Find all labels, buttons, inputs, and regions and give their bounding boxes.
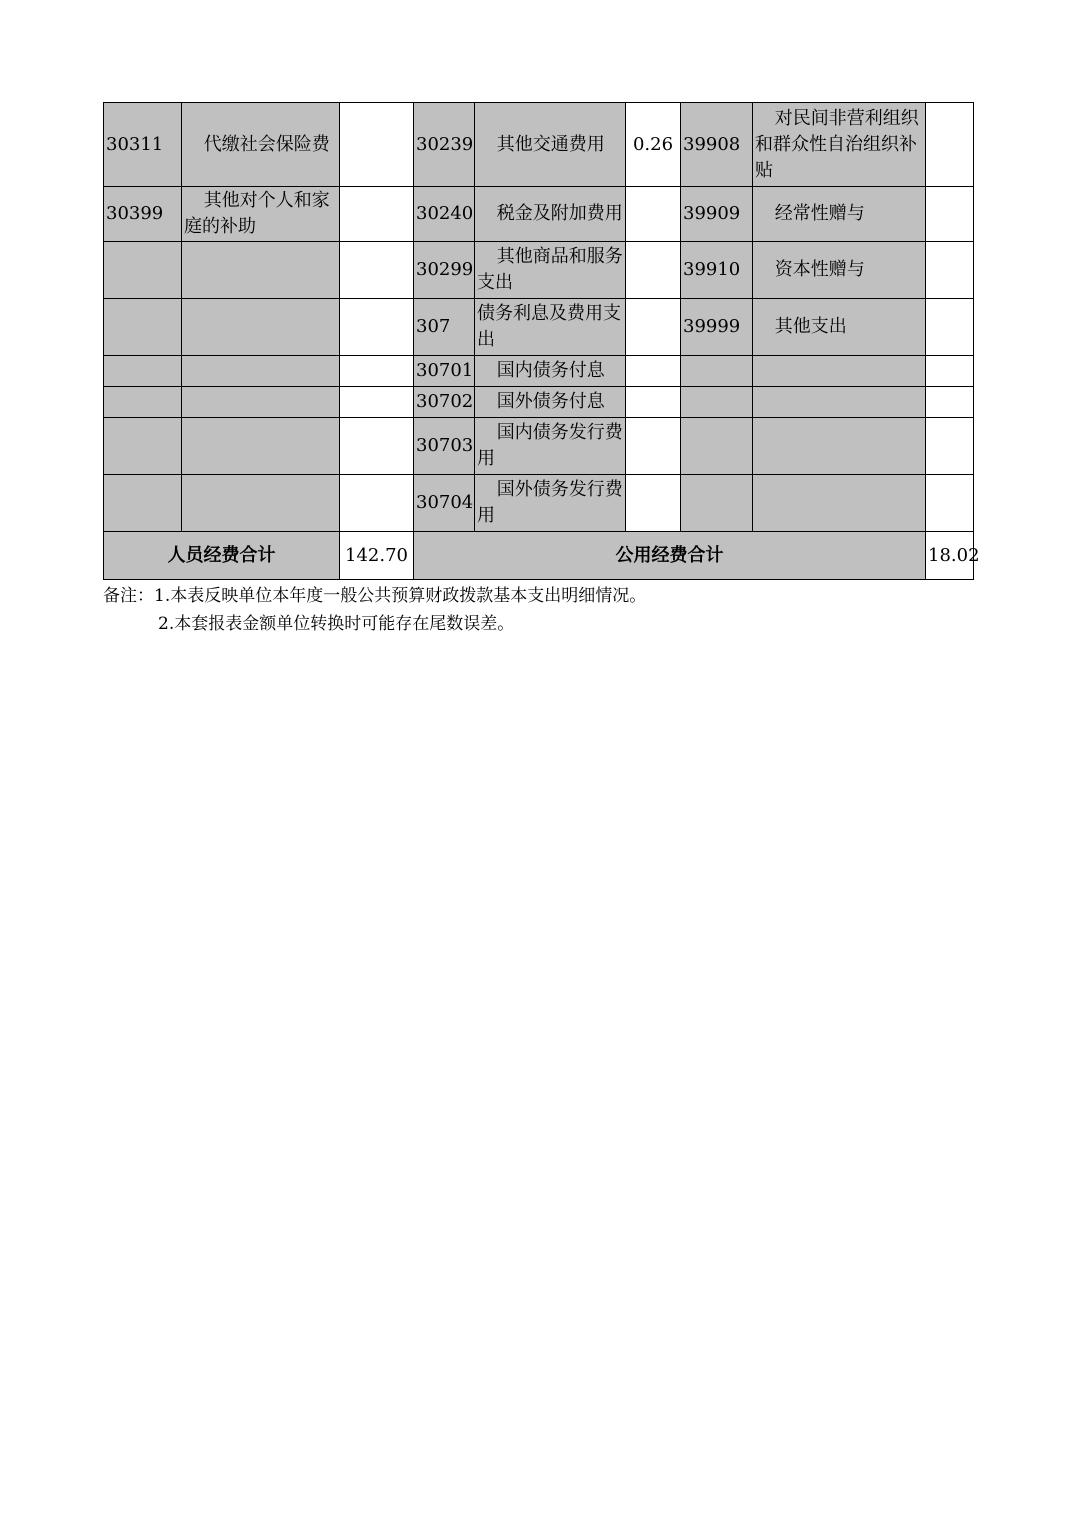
code-cell: 39999 (681, 299, 753, 356)
personnel-total-label: 人员经费合计 (104, 532, 340, 580)
code-cell (681, 356, 753, 387)
item-name-cell (182, 242, 340, 299)
amount-cell (926, 475, 974, 532)
item-name-cell: 对民间非营利组织和群众性自治组织补贴 (753, 103, 926, 187)
item-name-cell: 国内债务发行费用 (475, 418, 626, 475)
item-name-cell: 其他商品和服务支出 (475, 242, 626, 299)
code-cell: 39909 (681, 187, 753, 242)
table-row (104, 103, 974, 187)
amount-cell (926, 356, 974, 387)
amount-cell (626, 356, 681, 387)
amount-cell (926, 418, 974, 475)
item-name-cell (182, 387, 340, 418)
item-name-cell: 国外债务付息 (475, 387, 626, 418)
budget-table-container (103, 102, 980, 580)
amount-cell (926, 242, 974, 299)
item-name-cell (182, 475, 340, 532)
item-name-cell: 资本性赠与 (753, 242, 926, 299)
item-name-cell (182, 299, 340, 356)
amount-cell (626, 187, 681, 242)
amount-cell (626, 242, 681, 299)
table-row (104, 387, 974, 418)
item-name-cell: 国外债务发行费用 (475, 475, 626, 532)
amount-cell (340, 356, 414, 387)
table-row (104, 418, 974, 475)
code-cell (104, 242, 182, 299)
code-cell: 30240 (414, 187, 475, 242)
table-notes (103, 582, 646, 638)
amount-cell: 0.26 (626, 103, 681, 187)
item-name-cell (753, 418, 926, 475)
personnel-total-value: 142.70 (340, 532, 414, 580)
table-row (104, 475, 974, 532)
public-total-label: 公用经费合计 (414, 532, 926, 580)
amount-cell (626, 475, 681, 532)
public-total-value: 18.02 (926, 532, 974, 580)
totals-row (104, 532, 974, 580)
amount-cell (926, 299, 974, 356)
item-name-cell: 债务利息及费用支出 (475, 299, 626, 356)
budget-detail-table (103, 102, 980, 580)
item-name-cell: 其他支出 (753, 299, 926, 356)
table-row (104, 187, 974, 242)
amount-cell (340, 187, 414, 242)
code-cell: 39908 (681, 103, 753, 187)
amount-cell (926, 187, 974, 242)
code-cell: 39910 (681, 242, 753, 299)
amount-cell (926, 103, 974, 187)
code-cell: 307 (414, 299, 475, 356)
code-cell (104, 475, 182, 532)
note-line-2: 2.本套报表金额单位转换时可能存在尾数误差。 (158, 614, 515, 634)
code-cell (104, 387, 182, 418)
amount-cell (626, 387, 681, 418)
table-row (104, 356, 974, 387)
code-cell (681, 387, 753, 418)
amount-cell (340, 418, 414, 475)
code-cell: 30702 (414, 387, 475, 418)
amount-cell (340, 242, 414, 299)
amount-cell (340, 387, 414, 418)
code-cell (681, 475, 753, 532)
code-cell (104, 356, 182, 387)
item-name-cell: 经常性赠与 (753, 187, 926, 242)
item-name-cell (182, 356, 340, 387)
code-cell: 30701 (414, 356, 475, 387)
amount-cell (340, 103, 414, 187)
code-cell (681, 418, 753, 475)
item-name-cell: 其他交通费用 (475, 103, 626, 187)
code-cell: 30239 (414, 103, 475, 187)
note-line-1: 备注：1.本表反映单位本年度一般公共预算财政拨款基本支出明细情况。 (103, 586, 647, 606)
item-name-cell (753, 356, 926, 387)
amount-cell (926, 387, 974, 418)
item-name-cell (753, 475, 926, 532)
item-name-cell: 税金及附加费用 (475, 187, 626, 242)
amount-cell (626, 299, 681, 356)
code-cell: 30704 (414, 475, 475, 532)
code-cell (104, 299, 182, 356)
table-row (104, 299, 974, 356)
amount-cell (626, 418, 681, 475)
table-row (104, 242, 974, 299)
code-cell: 30703 (414, 418, 475, 475)
code-cell: 30299 (414, 242, 475, 299)
amount-cell (340, 475, 414, 532)
code-cell (104, 418, 182, 475)
item-name-cell (753, 387, 926, 418)
item-name-cell: 代缴社会保险费 (182, 103, 340, 187)
item-name-cell: 其他对个人和家庭的补助 (182, 187, 340, 242)
code-cell: 30311 (104, 103, 182, 187)
amount-cell (340, 299, 414, 356)
code-cell: 30399 (104, 187, 182, 242)
item-name-cell: 国内债务付息 (475, 356, 626, 387)
item-name-cell (182, 418, 340, 475)
